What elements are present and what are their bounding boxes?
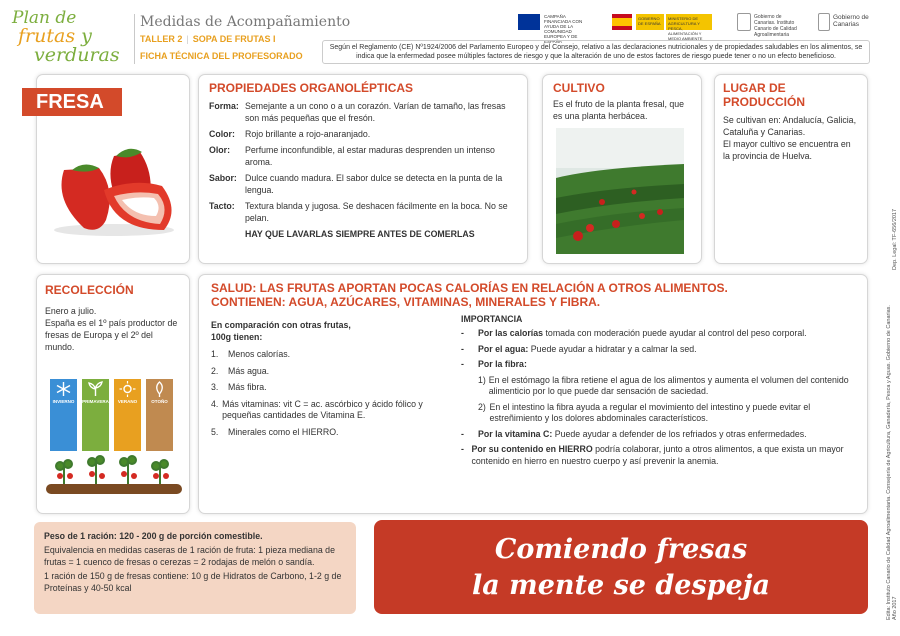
recoleccion-title: RECOLECCIÓN bbox=[45, 283, 134, 297]
item-text: Más vitaminas: vit C = ac. ascórbico y ácido fólico y pequeñas cantidades de Vitamina E. bbox=[222, 398, 423, 420]
item-number: 1. bbox=[211, 349, 219, 359]
item-text: Minerales como el HIERRO. bbox=[228, 426, 339, 437]
item-number: 1) bbox=[478, 374, 486, 385]
item-number: 4. bbox=[211, 398, 219, 409]
portion-nutrition: 1 ración de 150 g de fresas contiene: 10 g de Hidratos de Carbono, 1-2 g de Proteínas y 40-50 kcal bbox=[44, 571, 342, 593]
dash-bullet: - bbox=[461, 328, 464, 338]
compare-title: En comparación con otras frutas, 100g tienen: bbox=[211, 320, 351, 342]
prop-value: Textura blanda y jugosa. Se deshacen fácilmente en la boca. No se pelan. bbox=[245, 201, 508, 223]
prop-key: Color: bbox=[209, 129, 235, 139]
slogan-banner bbox=[374, 520, 868, 614]
strawberry-image bbox=[44, 130, 184, 240]
logo-line1: Plan de bbox=[12, 8, 77, 28]
item-text bbox=[478, 429, 807, 441]
regulation-notice: Según el Reglamento (CE) Nº1924/2006 del Parlamento Europeo y del Consejo, relativo a las declaraciones nutricionales y de propiedades saludables en los alimentos, se indica que la enfermedad posee múltiples factores de riesgo y que la alteración de uno de estos factores de riesgo puede tener o no un efecto beneficioso. bbox=[322, 40, 870, 64]
item-text bbox=[478, 344, 697, 356]
organolepticas-title: PROPIEDADES ORGANOLÉPTICAS bbox=[209, 81, 414, 95]
season-ground-icon bbox=[46, 440, 182, 496]
page-title: Medidas de Acompañamiento bbox=[140, 14, 351, 30]
lugar-text-1: Se cultivan en: Andalucía, Galicia, Cataluña y Canarias. bbox=[723, 115, 857, 137]
salud-title-2: CONTIENEN: AGUA, AZÚCARES, VITAMINAS, MINERALES Y FIBRA. bbox=[211, 295, 601, 309]
lugar-card bbox=[714, 74, 868, 264]
canarias-shield-icon-2 bbox=[818, 13, 830, 31]
recoleccion-text-2: España es el 1º país productor de fresas de Europa y el 2º del mundo. bbox=[45, 318, 178, 352]
item-text: Más fibra. bbox=[228, 382, 267, 392]
cultivo-title: CULTIVO bbox=[553, 81, 605, 95]
taller-name: SOPA DE FRUTAS I bbox=[192, 34, 276, 44]
sun-icon bbox=[114, 379, 141, 399]
item-text: Más agua. bbox=[228, 365, 270, 376]
season-label: OTOÑO bbox=[151, 399, 168, 404]
prop-row-tacto bbox=[209, 200, 517, 224]
prop-key: Forma: bbox=[209, 101, 239, 111]
prop-row-olor bbox=[209, 144, 517, 168]
icca-text: Gobierno de Canarias. Instituto Canario de Calidad Agroalimentaria bbox=[754, 14, 797, 38]
dash-bullet: - bbox=[461, 444, 464, 454]
importancia-title: IMPORTANCIA bbox=[461, 314, 523, 324]
item-bold: Por su contenido en HIERRO bbox=[471, 444, 593, 454]
prop-spacer bbox=[209, 228, 245, 240]
prop-row-color bbox=[209, 128, 517, 140]
prop-row-forma bbox=[209, 100, 517, 124]
item-text: En el intestino la fibra ayuda a regular el movimiento del intestino y puede evitar el estreñimiento y los dolores abdominales característicos. bbox=[489, 401, 811, 423]
sprout-icon bbox=[82, 379, 109, 399]
item-number: 2. bbox=[211, 365, 219, 376]
lugar-title: LUGAR DE PRODUCCIÓN bbox=[723, 81, 806, 109]
list-item bbox=[461, 375, 855, 398]
season-label: PRIMAVERA bbox=[82, 399, 109, 404]
taller-number: TALLER 2 bbox=[140, 34, 183, 44]
importancia-column bbox=[461, 313, 855, 471]
gobierno-espana-text: GOBIERNO DE ESPAÑA bbox=[636, 14, 664, 30]
list-item bbox=[461, 344, 855, 356]
slogan-line-1: Comiendo fresas bbox=[494, 534, 748, 565]
list-item bbox=[211, 399, 449, 422]
dash-bullet: - bbox=[461, 428, 464, 439]
item-text bbox=[471, 444, 855, 467]
prop-value: Rojo brillante a rojo-anaranjado. bbox=[245, 129, 371, 139]
list-item bbox=[461, 429, 855, 441]
gobierno-canarias-text: Gobierno de Canarias bbox=[833, 14, 869, 28]
list-item bbox=[461, 328, 855, 340]
dash-bullet: - bbox=[461, 359, 464, 369]
eu-campaign-text: CAMPAÑA FINANCIADA CON AYUDA DE LA COMUNIDAD EUROPEA Y DE ESPAÑA bbox=[544, 14, 583, 44]
organolepticas-card bbox=[198, 74, 528, 264]
item-number: 5. bbox=[211, 426, 219, 437]
prop-row-sabor bbox=[209, 172, 517, 196]
header-divider bbox=[134, 14, 135, 64]
ficha-title: FICHA TÉCNICA DEL PROFESORADO bbox=[140, 51, 303, 61]
list-item bbox=[211, 382, 449, 394]
snowflake-icon bbox=[50, 379, 77, 399]
compare-column bbox=[211, 319, 461, 471]
prop-key: Olor: bbox=[209, 145, 231, 155]
list-item bbox=[211, 427, 449, 439]
item-number: 2) bbox=[478, 401, 486, 412]
salud-columns bbox=[211, 314, 855, 471]
item-rest: Puede ayudar a defender de los refriados y otras enfermedades. bbox=[552, 428, 807, 439]
salud-title-1: SALUD: LAS FRUTAS APORTAN POCAS CALORÍAS EN RELACIÓN A OTROS ALIMENTOS. bbox=[211, 281, 728, 295]
item-rest: podría colaborar, junto a otros alimentos, a que exista un mayor contenido en hierro en nuestro cuerpo y así prevenir la anemia. bbox=[471, 444, 844, 466]
strawberry-field-image bbox=[556, 128, 684, 254]
portion-equivalence: Equivalencia en medidas caseras de 1 ración de fruta: 1 pieza mediana de frutas = 1 cuenco de fresas o cerezas = 2 rodajas de melón o sandía. bbox=[44, 545, 335, 567]
spain-flag-icon bbox=[612, 14, 632, 30]
lugar-text-2: El mayor cultivo se encuentra en la provincia de Huelva. bbox=[723, 139, 851, 161]
list-item bbox=[211, 349, 449, 361]
prop-key: Tacto: bbox=[209, 201, 235, 211]
importancia-list bbox=[461, 328, 855, 467]
item-rest: tomada con moderación puede ayudar al control del peso corporal. bbox=[543, 328, 807, 338]
edita-credits: Edita: Instituto Canario de Calidad Agroalimentaria. Consejería de Agricultura, Ganadería, Pesca y Aguas. Gobierno de Canarias. Año 2017 bbox=[886, 305, 898, 620]
organolepticas-table bbox=[209, 100, 517, 240]
fruit-name-label: FRESA bbox=[22, 88, 122, 116]
canarias-shield-icon bbox=[737, 13, 751, 31]
wash-note: HAY QUE LAVARLAS SIEMPRE ANTES DE COMERLAS bbox=[245, 229, 475, 239]
item-bold: Por las calorías bbox=[478, 328, 544, 338]
logo-verduras: verduras bbox=[34, 44, 120, 66]
item-number: 3. bbox=[211, 382, 219, 392]
dash-bullet: - bbox=[461, 343, 464, 354]
eu-flag-icon bbox=[518, 14, 540, 30]
season-label: INVIERNO bbox=[52, 399, 75, 404]
portion-info-box bbox=[34, 522, 356, 614]
recoleccion-text-1: Enero a julio. bbox=[45, 306, 97, 316]
season-label: VERANO bbox=[117, 399, 138, 404]
logo-frutas: frutas bbox=[18, 25, 76, 47]
list-item bbox=[461, 402, 855, 425]
item-bold: Por el agua: bbox=[478, 343, 529, 354]
prop-key: Sabor: bbox=[209, 173, 237, 183]
item-text: Menos calorías. bbox=[228, 349, 291, 359]
portion-title: Peso de 1 ración: 120 - 200 g de porción comestible. bbox=[44, 531, 263, 541]
logo-line3 bbox=[12, 46, 132, 65]
deposito-legal: Dep. Legal: TF-656/2017 bbox=[892, 208, 898, 270]
ministerio-text: MINISTERIO DE AGRICULTURA Y PESCA, ALIMENTACIÓN Y MEDIO AMBIENTE bbox=[666, 14, 712, 30]
plan-frutas-verduras-logo bbox=[12, 10, 132, 68]
list-item bbox=[211, 366, 449, 378]
leaf-icon bbox=[146, 379, 173, 399]
prop-value: Dulce cuando madura. El sabor dulce se detecta en la punta de la lengua. bbox=[245, 173, 503, 195]
list-item bbox=[461, 444, 855, 467]
item-text bbox=[478, 328, 807, 340]
compare-list bbox=[211, 349, 449, 438]
prop-value: Semejante a un cono o a un corazón. Varían de tamaño, las fresas son más pequeñas que el fresón. bbox=[245, 101, 506, 123]
slogan-line-2: la mente se despeja bbox=[472, 570, 770, 601]
taller-line: TALLER 2 | SOPA DE FRUTAS I bbox=[140, 34, 276, 44]
item-text: En el estómago la fibra retiene el agua de los alimentos y aumenta el volumen del contenido alimenticio por lo que puede dar sensación de saciedad. bbox=[488, 374, 849, 396]
item-bold: Por la fibra: bbox=[478, 359, 527, 369]
list-item bbox=[461, 359, 855, 371]
item-rest: Puede ayudar a hidratar y a calmar la sed. bbox=[528, 343, 697, 354]
cultivo-text: Es el fruto de la planta fresal, que es una planta herbácea. bbox=[553, 99, 685, 121]
prop-value: Perfume inconfundible, al estar maduras desprenden un intenso aroma. bbox=[245, 145, 495, 167]
item-bold: Por la vitamina C: bbox=[478, 428, 553, 439]
prop-note-row bbox=[209, 228, 517, 240]
logo-y: y bbox=[81, 25, 92, 47]
salud-card bbox=[198, 274, 868, 514]
item-text bbox=[478, 359, 527, 371]
